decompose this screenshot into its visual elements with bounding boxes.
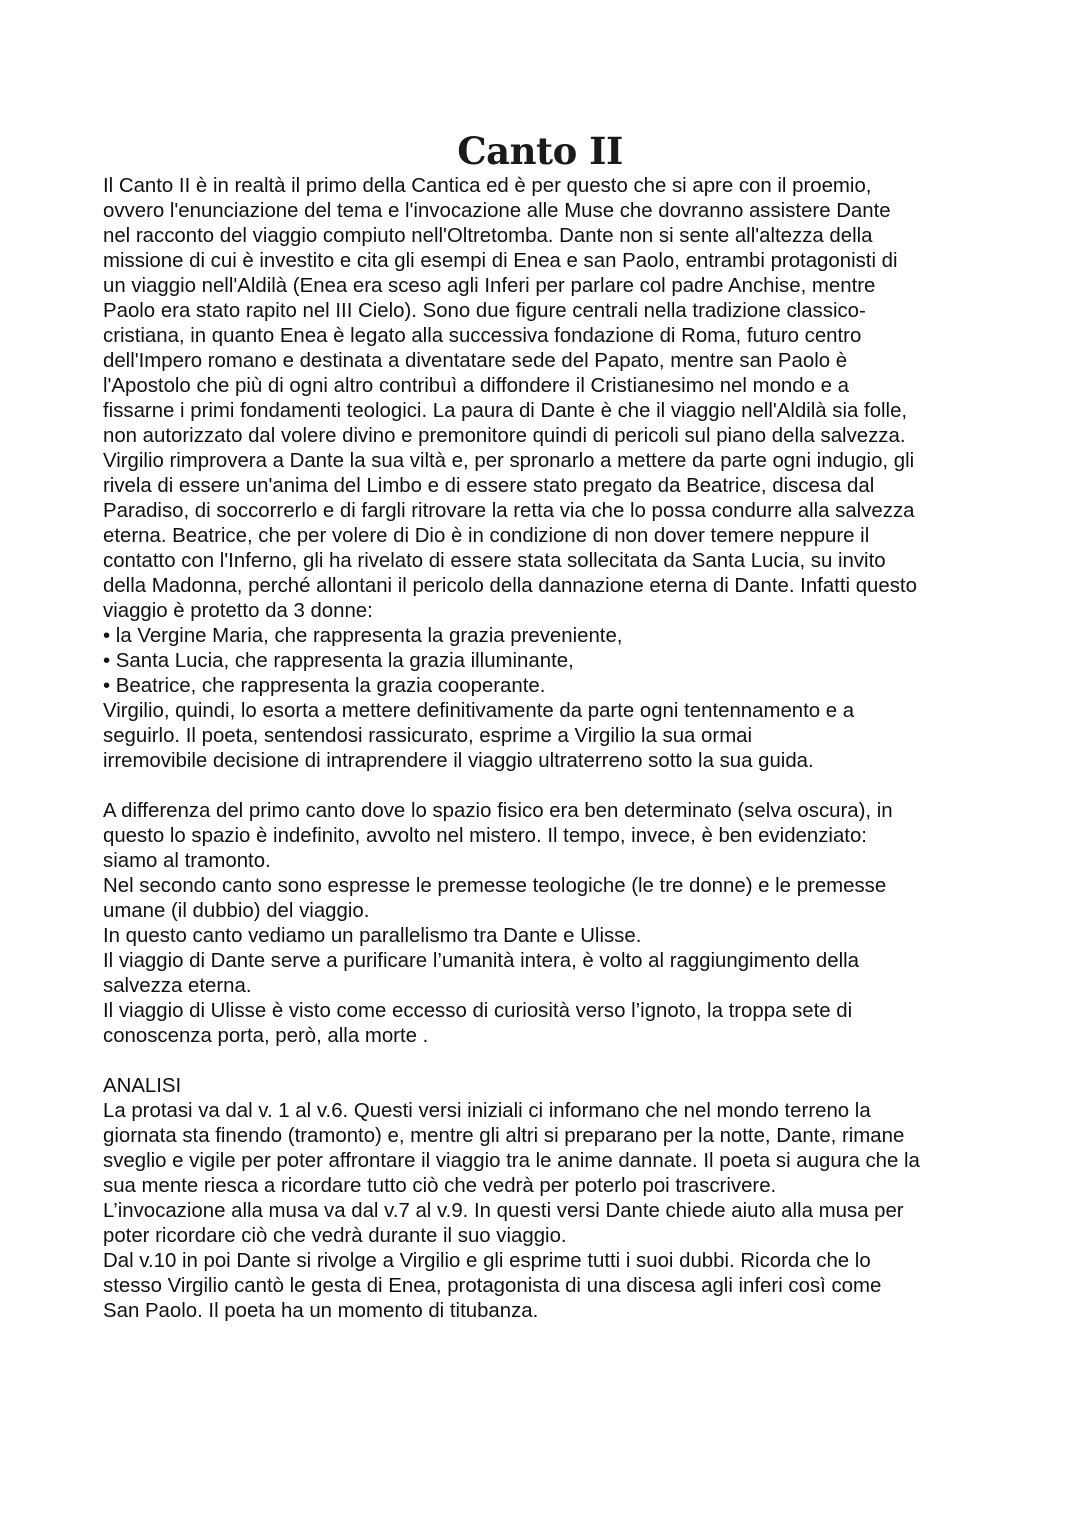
section-space-time — [103, 799, 983, 1049]
text-line: In questo canto vediamo un parallelismo tra Dante e Ulisse. — [103, 925, 642, 947]
text-line: Il Canto II è in realtà il primo della Cantica ed è per questo che si apre con il proemio, — [103, 175, 872, 197]
text-line: A differenza del primo canto dove lo spazio fisico era ben determinato (selva oscura), in — [103, 800, 893, 822]
text-line: stesso Virgilio cantò le gesta di Enea, protagonista di una discesa agli inferi così come — [103, 1275, 882, 1297]
text-line: l'Apostolo che più di ogni altro contribuì a diffondere il Cristianesimo nel mondo e a — [103, 375, 849, 397]
text-line: ANALISI — [103, 1075, 182, 1097]
text-line: viaggio è protetto da 3 donne: — [103, 600, 373, 622]
text-line: La protasi va dal v. 1 al v.6. Questi versi iniziali ci informano che nel mondo terreno la — [103, 1100, 871, 1122]
text-line: poter ricordare ciò che vedrà durante il suo viaggio. — [103, 1225, 567, 1247]
section-introduction — [103, 174, 983, 774]
paragraph-spacer — [103, 774, 983, 799]
text-line: • Beatrice, che rappresenta la grazia cooperante. — [103, 675, 546, 697]
text-line: sveglio e vigile per poter affrontare il viaggio tra le anime dannate. Il poeta si augura che la — [103, 1150, 920, 1172]
text-line: fissarne i primi fondamenti teologici. La paura di Dante è che il viaggio nell'Aldilà sia folle, — [103, 400, 908, 422]
text-line: questo lo spazio è indefinito, avvolto nel mistero. Il tempo, invece, è ben evidenziato: — [103, 825, 867, 847]
text-line: Il viaggio di Dante serve a purificare l’umanità intera, è volto al raggiungimento della — [103, 950, 860, 972]
text-line: Il viaggio di Ulisse è visto come eccesso di curiosità verso l’ignoto, la troppa sete di — [103, 1000, 853, 1022]
text-line: rivela di essere un'anima del Limbo e di essere stato pregato da Beatrice, discesa dal — [103, 475, 875, 497]
text-line: ovvero l'enunciazione del tema e l'invocazione alle Muse che dovranno assistere Dante — [103, 200, 891, 222]
text-line: nel racconto del viaggio compiuto nell'Oltretomba. Dante non si sente all'altezza della — [103, 225, 873, 247]
text-line: della Madonna, perché allontani il pericolo della dannazione eterna di Dante. Infatti questo — [103, 575, 917, 597]
section-analisi — [103, 1074, 983, 1324]
text-line: irremovibile decisione di intraprendere il viaggio ultraterreno sotto la sua guida. — [103, 750, 814, 772]
text-line: Paradiso, di soccorrerlo e di fargli ritrovare la retta via che lo possa condurre alla salvezza — [103, 500, 915, 522]
text-line: eterna. Beatrice, che per volere di Dio è in condizione di non dover temere neppure il — [103, 525, 870, 547]
text-line: dell'Impero romano e destinata a diventatare sede del Papato, mentre san Paolo è — [103, 350, 848, 372]
text-line: sua mente riesca a ricordare tutto ciò che vedrà per poterlo poi trascrivere. — [103, 1175, 777, 1197]
text-line: Virgilio rimprovera a Dante la sua viltà e, per spronarlo a mettere da parte ogni indugio, gli — [103, 450, 915, 472]
text-line: un viaggio nell'Aldilà (Enea era sceso agli Inferi per parlare col padre Anchise, mentre — [103, 275, 876, 297]
text-line: San Paolo. Il poeta ha un momento di titubanza. — [103, 1300, 539, 1322]
text-line: siamo al tramonto. — [103, 850, 271, 872]
text-line: umane (il dubbio) del viaggio. — [103, 900, 370, 922]
text-line: cristiana, in quanto Enea è legato alla successiva fondazione di Roma, futuro centro — [103, 325, 862, 347]
text-line: Virgilio, quindi, lo esorta a mettere definitivamente da parte ogni tentennamento e a — [103, 700, 855, 722]
text-line: salvezza eterna. — [103, 975, 252, 997]
text-line: Dal v.10 in poi Dante si rivolge a Virgilio e gli esprime tutti i suoi dubbi. Ricorda che lo — [103, 1250, 871, 1272]
text-line: • la Vergine Maria, che rappresenta la grazia preveniente, — [103, 625, 623, 647]
text-line: giornata sta finendo (tramonto) e, mentre gli altri si preparano per la notte, Dante, rimane — [103, 1125, 905, 1147]
text-line: Nel secondo canto sono espresse le premesse teologiche (le tre donne) e le premesse — [103, 875, 887, 897]
page-title: Canto II — [457, 129, 623, 173]
text-line: L’invocazione alla musa va dal v.7 al v.9. In questi versi Dante chiede aiuto alla musa per — [103, 1200, 904, 1222]
text-line: non autorizzato dal volere divino e premonitore quindi di pericoli sul piano della salvezza. — [103, 425, 906, 447]
text-line: contatto con l'Inferno, gli ha rivelato di essere stata sollecitata da Santa Lucia, su invito — [103, 550, 886, 572]
text-line: seguirlo. Il poeta, sentendosi rassicurato, esprime a Virgilio la sua ormai — [103, 725, 753, 747]
document-body — [103, 174, 983, 1324]
text-line: • Santa Lucia, che rappresenta la grazia illuminante, — [103, 650, 574, 672]
paragraph-spacer — [103, 1049, 983, 1074]
text-line: Paolo era stato rapito nel III Cielo). Sono due figure centrali nella tradizione classico- — [103, 300, 866, 322]
text-line: conoscenza porta, però, alla morte . — [103, 1025, 429, 1047]
text-line: missione di cui è investito e cita gli esempi di Enea e san Paolo, entrambi protagonisti di — [103, 250, 898, 272]
